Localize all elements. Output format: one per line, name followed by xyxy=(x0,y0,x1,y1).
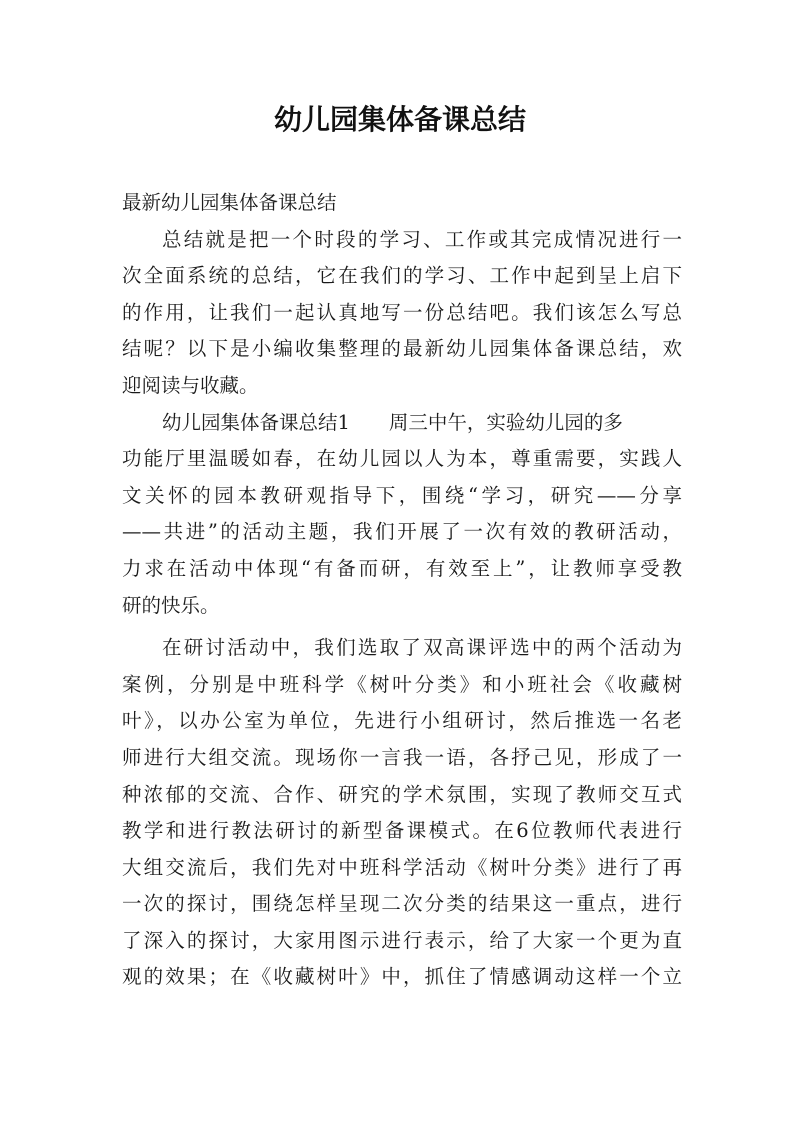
paragraph-line: 功能厅里温暖如春，在幼儿园以人为本，尊重需要，实践人 xyxy=(122,447,682,471)
paragraph-line: 了深入的探讨，大家用图示进行表示，给了大家一个更为直 xyxy=(122,928,682,952)
paragraph-line: 力求在活动中体现“有备而研，有效至上”，让教师享受教 xyxy=(122,556,682,580)
paragraph-line: 师进行大组交流。现场你一言我一语，各抒己见，形成了一 xyxy=(122,745,682,769)
paragraph-line: 结呢？以下是小编收集整理的最新幼儿园集体备课总结，欢 xyxy=(122,337,682,361)
paragraph-line: 幼儿园集体备课总结1 周三中午，实验幼儿园的多 xyxy=(162,410,623,434)
paragraph-line: 叶》，以办公室为单位，先进行小组研讨，然后推选一名老 xyxy=(122,709,682,733)
subtitle-line: 最新幼儿园集体备课总结 xyxy=(122,191,337,214)
paragraph-line: 在研讨活动中，我们选取了双高课评选中的两个活动为 xyxy=(162,636,682,660)
paragraph-line: 一次的探讨，围绕怎样呈现二次分类的结果这一重点，进行 xyxy=(122,892,682,916)
paragraph-line: 种浓郁的交流、合作、研究的学术氛围，实现了教师交互式 xyxy=(122,782,682,806)
document-body xyxy=(122,185,682,996)
paragraph-line: 的作用，让我们一起认真地写一份总结吧。我们该怎么写总 xyxy=(122,300,682,324)
paragraph-line: 迎阅读与收藏。 xyxy=(122,373,259,397)
paragraph-line: 总结就是把一个时段的学习、工作或其完成情况进行一 xyxy=(162,227,682,251)
paragraph-line: ——共进”的活动主题，我们开展了一次有效的教研活动， xyxy=(122,520,682,544)
paragraph-line: 研的快乐。 xyxy=(122,593,220,617)
paragraph-line: 文关怀的园本教研观指导下，围绕“学习，研究——分享 xyxy=(122,483,682,507)
paragraph-line: 教学和进行教法研讨的新型备课模式。在6位教师代表进行 xyxy=(122,819,682,843)
paragraph-line: 次全面系统的总结，它在我们的学习、工作中起到呈上启下 xyxy=(122,264,682,288)
paragraph-line: 案例，分别是中班科学《树叶分类》和小班社会《收藏树 xyxy=(122,672,682,696)
paragraph-line: 大组交流后，我们先对中班科学活动《树叶分类》进行了再 xyxy=(122,855,682,879)
paragraph-line: 观的效果；在《收藏树叶》中，抓住了情感调动这样一个立 xyxy=(122,965,682,989)
document-title: 幼儿园集体备课总结 xyxy=(273,103,526,136)
